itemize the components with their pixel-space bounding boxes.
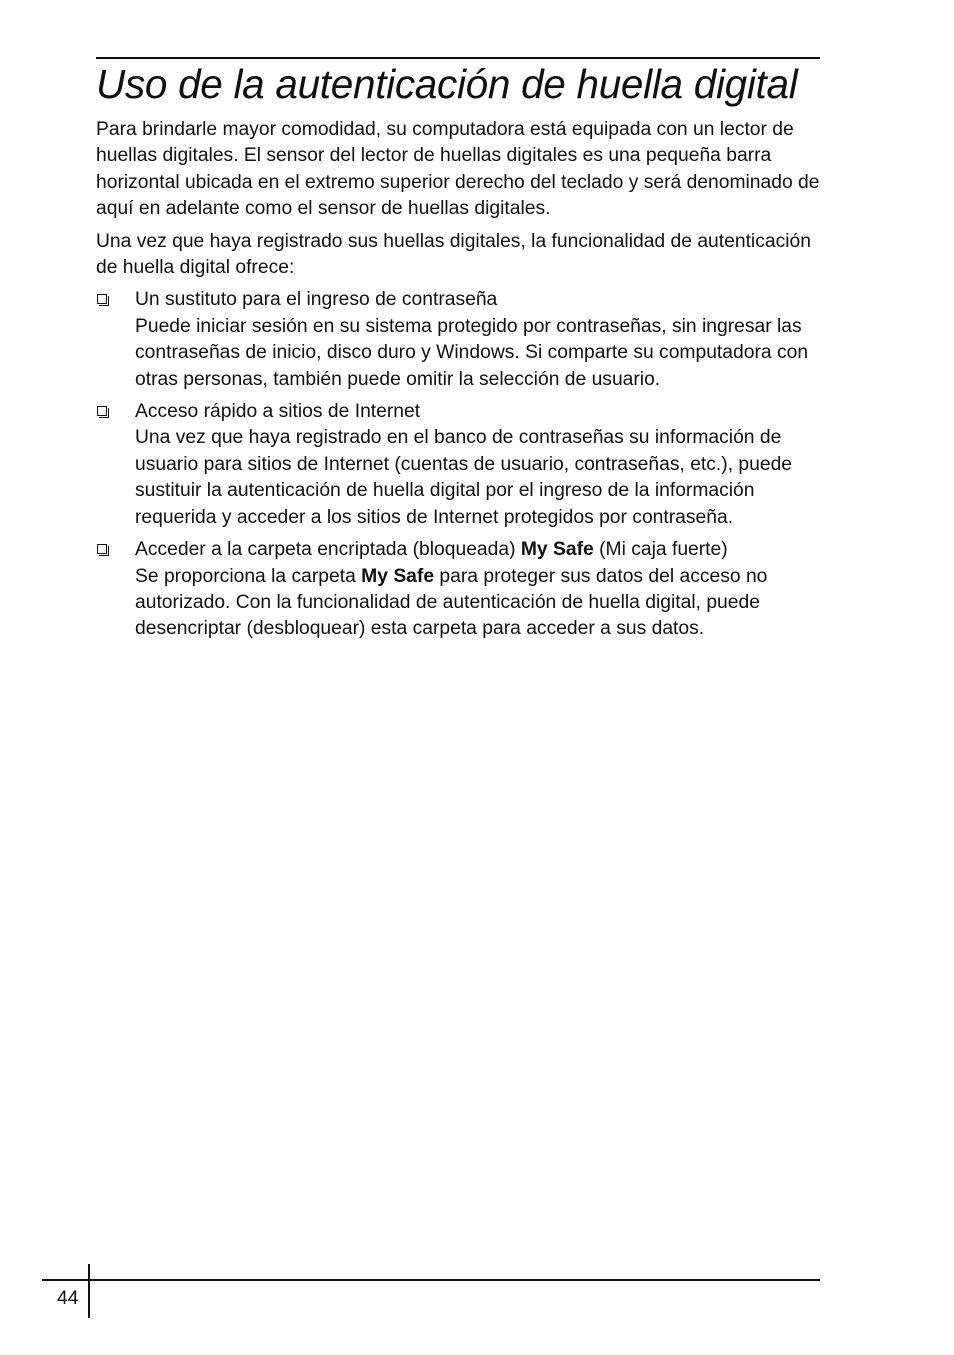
my-safe-name: My Safe — [520, 539, 594, 561]
feature-title: Acceso rápido a sitios de Internet — [135, 401, 421, 423]
feature-list — [96, 287, 824, 642]
feature-description: Puede iniciar sesión en su sistema protegido por contraseñas, sin ingresar las contraseñas de inicio, disco duro y Windows. Si comparte su computadora con otras personas, también puede omitir la selección de usuario. — [135, 315, 809, 390]
my-safe-name: My Safe — [361, 565, 435, 587]
intro-paragraph: Para brindarle mayor comodidad, su computadora está equipada con un lector de huellas digitales. El sensor del lector de huellas digitales es una pequeña barra horizontal ubicada en el extremo superior derecho del teclado y será denominado de aquí en adelante como el sensor de huellas digitales. — [96, 119, 820, 220]
list-item — [96, 287, 824, 393]
feature-title-text: Acceder a la carpeta encriptada (bloqueada) — [135, 539, 521, 561]
feature-description: Una vez que haya registrado en el banco de contraseñas su información de usuario para sitios de Internet (cuentas de usuario, contraseñas, etc.), puede sustituir la autenticación de huella digital por el ingreso de la información requerida y acceder a los sitios de Internet protegidos por contraseña. — [135, 427, 793, 528]
feature-description-text: Se proporciona la carpeta — [135, 565, 362, 587]
feature-description-text: para proteger sus datos del acceso no autorizado. Con la funcionalidad de autenticación de huella digital, puede desencriptar (desbloquear) esta carpeta para acceder a sus datos. — [135, 565, 768, 640]
list-item — [96, 399, 824, 531]
feature-title-text: (Mi caja fuerte) — [593, 539, 728, 561]
footer-divider — [88, 1264, 90, 1318]
feature-description — [135, 564, 824, 643]
feature-title: Un sustituto para el ingreso de contraseña — [135, 289, 498, 311]
checkbox-icon — [97, 544, 107, 554]
checkbox-icon — [97, 406, 107, 416]
intro-paragraph: Una vez que haya registrado sus huellas digitales, la funcionalidad de autenticación de huella digital ofrece: — [96, 230, 811, 279]
checkbox-icon — [97, 294, 107, 304]
page-number: 44 — [57, 1288, 79, 1309]
page-content — [96, 117, 824, 649]
list-item — [96, 537, 824, 643]
footer-rule — [42, 1279, 820, 1281]
top-rule — [96, 57, 820, 59]
feature-title — [135, 537, 824, 563]
page-title: Uso de la autenticación de huella digital — [96, 61, 798, 107]
